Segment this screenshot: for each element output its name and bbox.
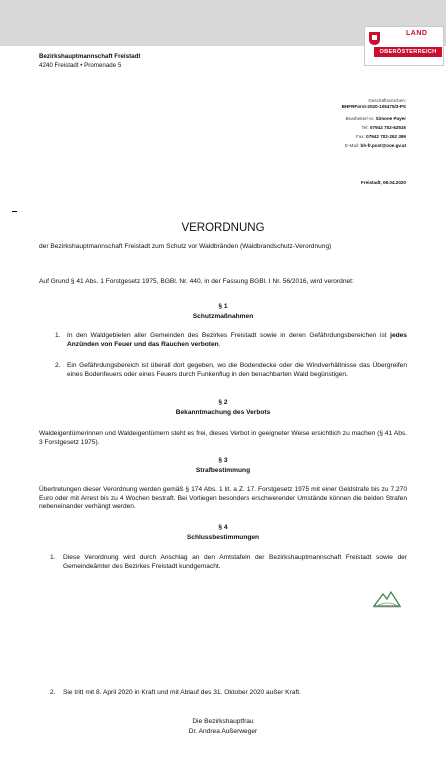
forest-seal-icon [372,588,402,608]
section-1-title: Schutzmaßnahmen [192,313,254,320]
document-title: VERORDNUNG [181,222,265,234]
list-item-number: 2. [50,689,56,696]
section-1-item-1: In den Waldgebieten aller Gemeinden des Bezirkes Freistadt sowie in deren Gefährdungsbereichen ist jedes Anzünden von Feuer und das Rauchen verboten. [67,332,407,348]
phone-line: Tel: 07942 702-62516 [361,125,406,130]
intro-paragraph: der Bezirkshauptmannschaft Freistadt zum Schutz vor Waldbränden (Waldbrandschutz-Verordnung) [39,243,332,250]
section-1-number: § 1 [218,303,228,310]
logo-land-text: LAND [406,30,428,37]
coat-of-arms-icon [369,32,380,45]
sender-authority: Bezirkshauptmannschaft Freistadt [39,53,141,60]
section-4-number: § 4 [218,524,228,531]
section-2-paragraph: Waldeigentümerinnen und Waldeigentümern steht es frei, dieses Verbot in geeigneter Weise ersichtlich zu machen (§ 41 Abs. 3 Forstgesetz 1975). [39,430,407,446]
sender-address: 4240 Freistadt • Promenade 5 [39,62,122,69]
section-3-title: Strafbestimmung [195,467,251,474]
section-4-item-1: Diese Verordnung wird durch Anschlag an den Amtstafeln der Bezirkshauptmannschaft Freistadt sowie der Gemeindeämter des Bezirkes Freistadt kundgemacht. [63,554,407,570]
section-2-title: Bekanntmachung des Verbots [175,409,271,416]
reference-label: Geschäftszeichen: [368,98,406,103]
document-date: Freistadt, 08.04.2020 [361,180,406,185]
section-2-number: § 2 [218,399,228,406]
logo-region-text: OBERÖSTERREICH [374,47,442,57]
fax-line: Fax: 07942 702-262 399 [355,134,406,139]
signatory-name: Dr. Andrea Außerweger [188,728,258,735]
reference-number: BHFRForst-2020-105475/3-PS [341,104,406,109]
legal-basis-paragraph: Auf Grund § 41 Abs. 1 Forstgesetz 1975, BGBl. Nr. 440, in der Fassung BGBl. I Nr. 56/2016, wird verordnet: [39,278,354,285]
section-3-paragraph: Übertretungen dieser Verordnung werden gemäß § 174 Abs. 1 lit. a Z. 17. Forstgesetz 1975 mit einer Geldstrafe bis zu 7.270 Euro oder mit Arrest bis zu 4 Wochen bestraft. Bei Vorliegen besonders erschwerender Umstände können die beiden Strafen nebeneinander verhängt werden. [39,486,407,511]
section-1-item-2: Ein Gefährdungsbereich ist überall dort gegeben, wo die Bodendecke oder die Windverhältnisse das Übergreifen eines Bodenfeuers oder eines Feuers durch Funkenflug in den benachbarten Wald begünstigen. [67,362,407,378]
list-item-number: 1. [50,554,56,561]
clerk-line: Bearbeiter/-in: Simone Payer [345,116,406,121]
smoking-ban-emphasis: jedes Anzünden von Feuer und das Rauchen verboten [67,332,407,348]
list-item-number: 1. [55,332,61,339]
section-4-item-2: Sie tritt mit 8. April 2020 in Kraft und mit Ablauf des 31. Oktober 2020 außer Kraft. [63,689,301,696]
email-line: E-Mail: bh-fr.post@ooe.gv.at [344,143,406,148]
list-item-number: 2. [55,362,61,369]
land-oberoesterreich-logo [364,26,444,66]
section-4-title: Schlussbestimmungen [186,534,260,541]
fold-mark [12,211,17,212]
section-3-number: § 3 [218,457,228,464]
signatory-role: Die Bezirkshauptfrau [192,718,254,725]
